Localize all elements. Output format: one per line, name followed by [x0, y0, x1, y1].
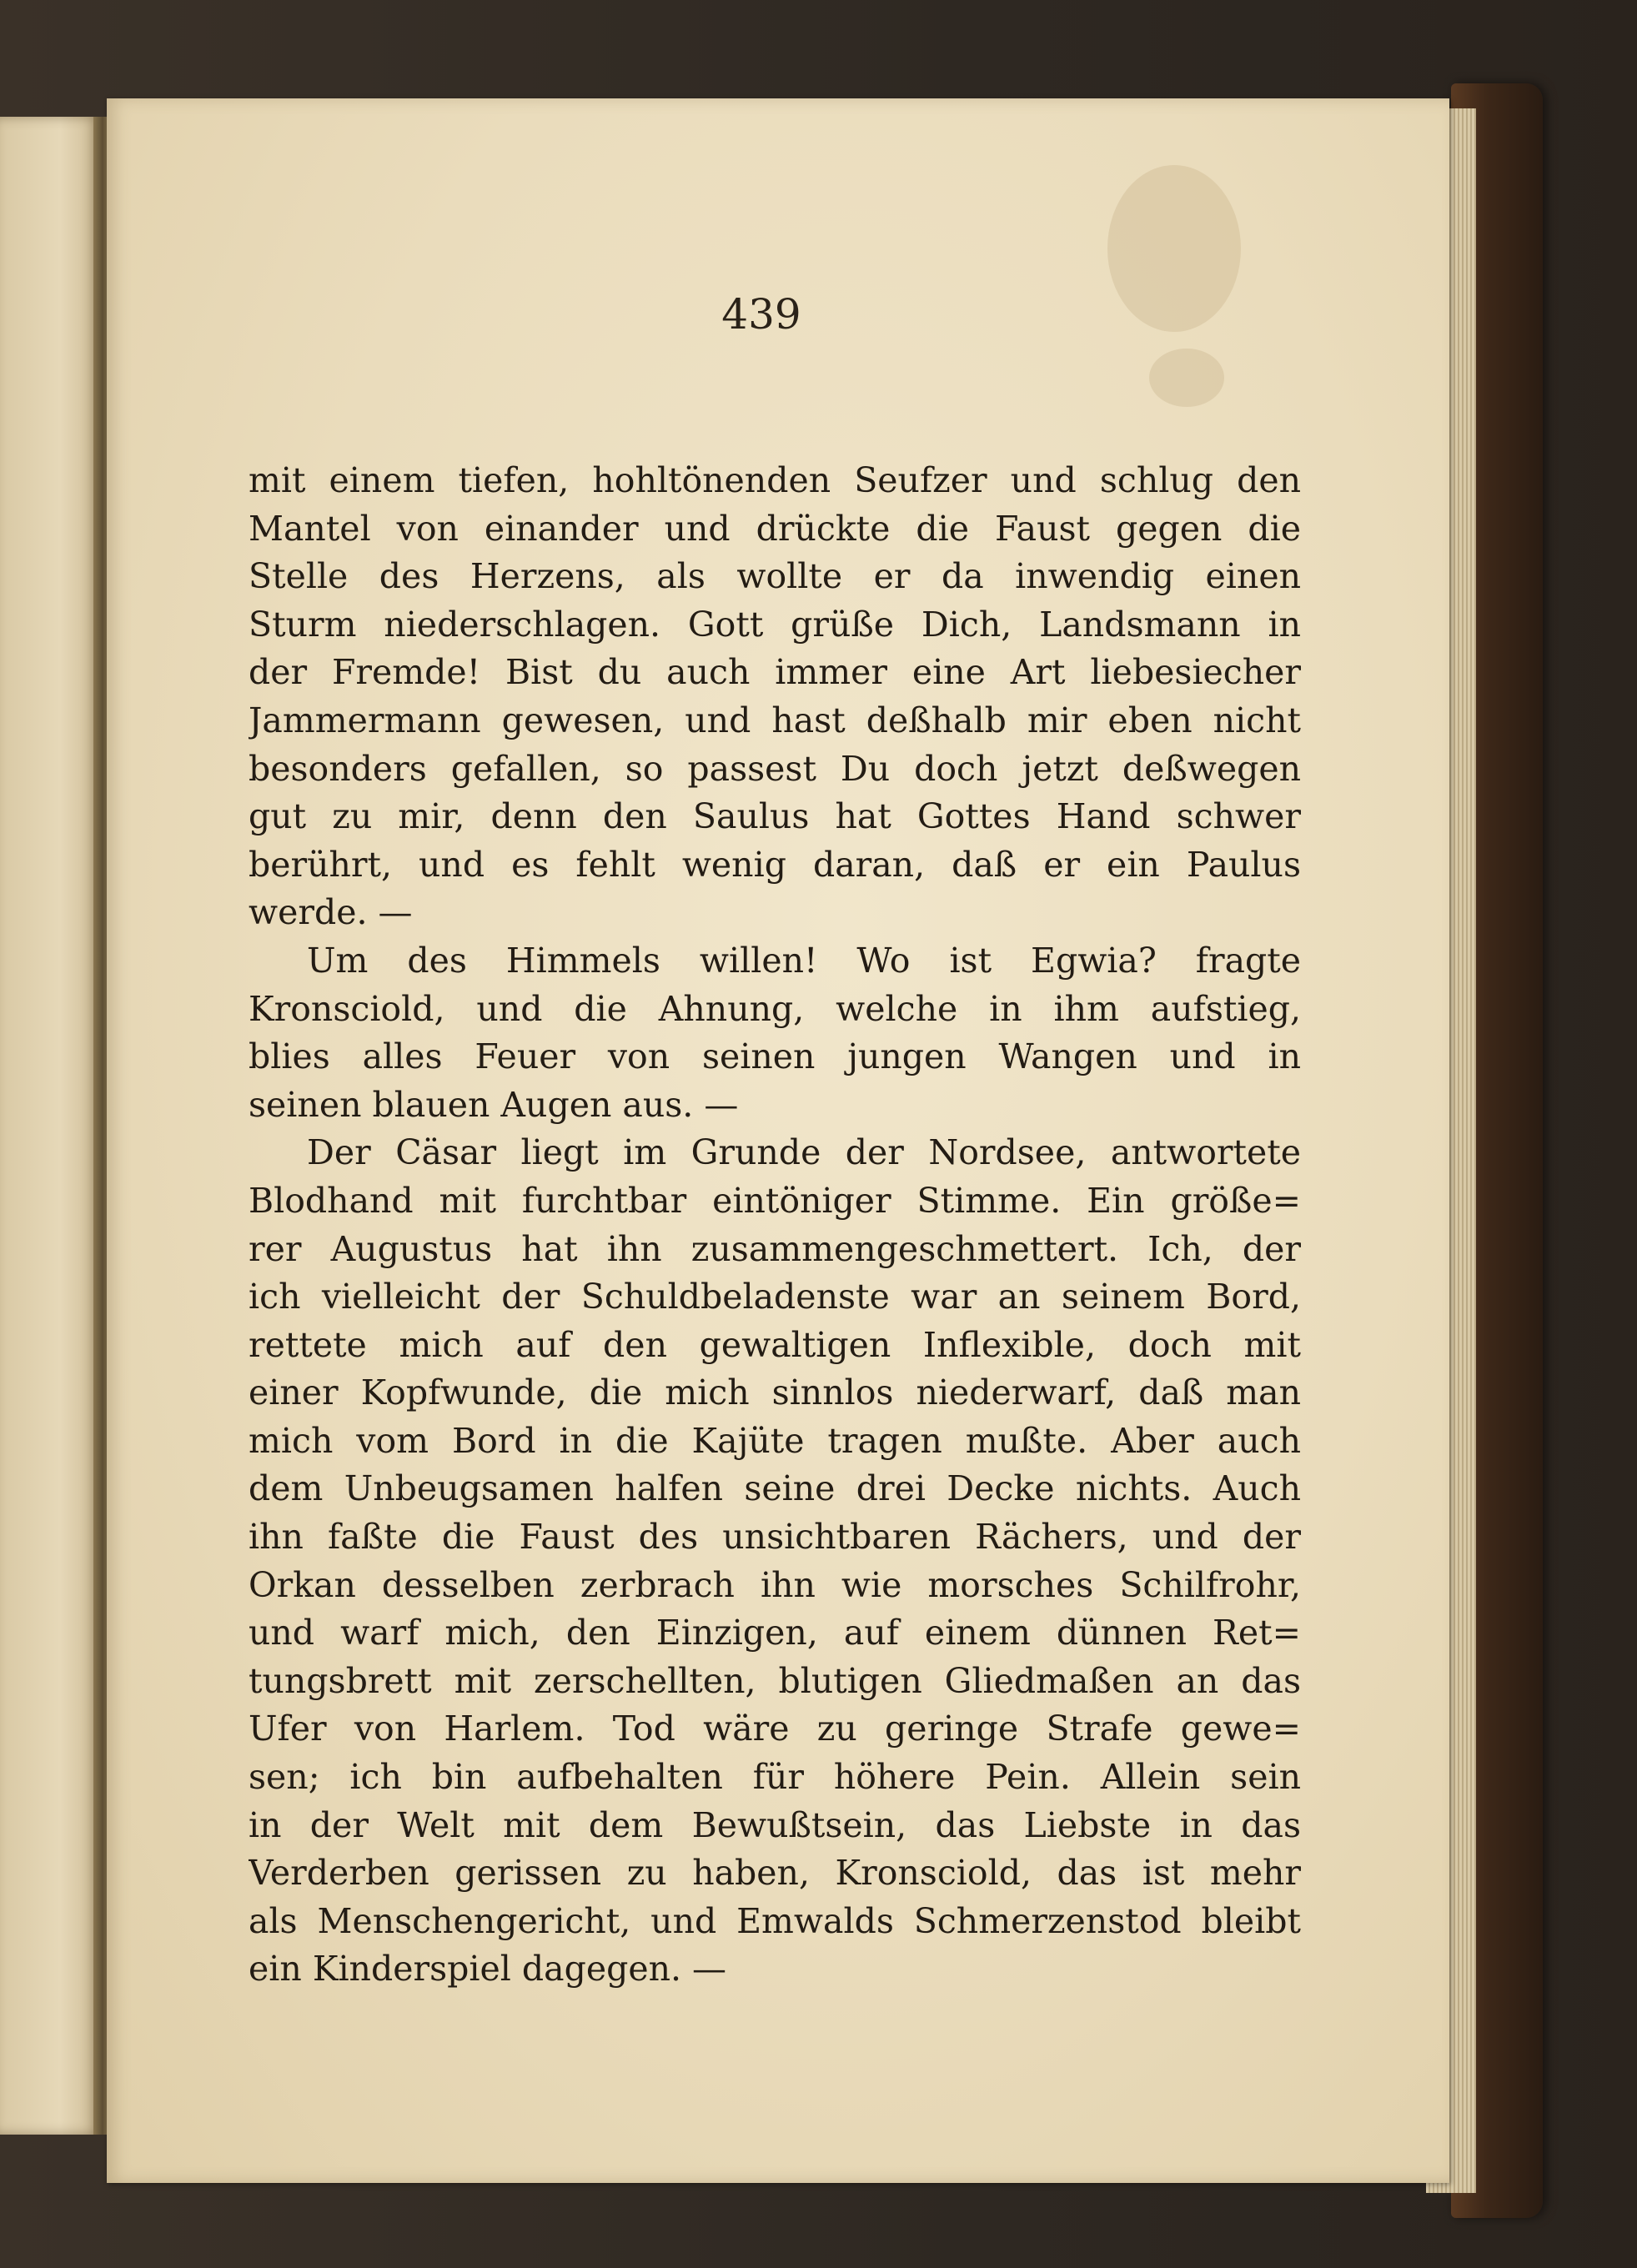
text-line: Der Cäsar liegt im Grunde der Nordsee, antwortete — [307, 1132, 1301, 1173]
text-line: tungsbrett mit zerschellten, blutigen Gliedmaßen an das — [249, 1660, 1301, 1701]
text-line: berührt, und es fehlt wenig daran, daß er ein Paulus — [249, 844, 1301, 885]
page-number: 439 — [721, 290, 801, 339]
text-line: der Fremde! Bist du auch immer eine Art liebesiecher — [249, 652, 1301, 693]
text-line: in der Welt mit dem Bewußtsein, das Liebste in das — [249, 1804, 1301, 1845]
text-line: Orkan desselben zerbrach ihn wie morsches Schilfrohr, — [249, 1564, 1301, 1605]
text-line: Kronsciold, und die Ahnung, welche in ihm aufstieg, — [249, 988, 1301, 1029]
text-line: als Menschengericht, und Emwalds Schmerzenstod bleibt — [249, 1900, 1301, 1941]
text-line: Mantel von einander und drückte die Faust gegen die — [249, 508, 1301, 549]
text-line: Ufer von Harlem. Tod wäre zu geringe Strafe gewe= — [249, 1709, 1301, 1749]
text-line: sen; ich bin aufbehalten für höhere Pein. Allein sein — [249, 1757, 1301, 1798]
text-line: ihn faßte die Faust des unsichtbaren Rächers, und der — [249, 1517, 1301, 1558]
text-line: Stelle des Herzens, als wollte er da inwendig einen — [249, 556, 1301, 597]
text-line: rer Augustus hat ihn zusammengeschmettert. Ich, der — [249, 1228, 1301, 1269]
text-line: Blodhand mit furchtbar eintöniger Stimme. Ein größe= — [249, 1180, 1301, 1221]
paper-stain — [1149, 349, 1224, 407]
text-line: Um des Himmels willen! Wo ist Egwia? fragte — [307, 940, 1301, 981]
text-line: ich vielleicht der Schuldbeladenste war an seinem Bord, — [249, 1277, 1301, 1317]
text-line: und warf mich, den Einzigen, auf einem dünnen Ret= — [249, 1613, 1301, 1653]
text-line: blies alles Feuer von seinen jungen Wangen und in — [249, 1036, 1301, 1077]
text-line: mich vom Bord in die Kajüte tragen mußte. Aber auch — [249, 1420, 1301, 1461]
text-line: dem Unbeugsamen halfen seine drei Decke nichts. Auch — [249, 1468, 1301, 1509]
text-line: seinen blauen Augen aus. — — [249, 1084, 739, 1125]
text-line: Sturm niederschlagen. Gott grüße Dich, Landsmann in — [249, 604, 1301, 645]
text-line: Verderben gerissen zu haben, Kronsciold, das ist mehr — [249, 1853, 1301, 1894]
text-line: rettete mich auf den gewaltigen Inflexible, doch mit — [249, 1324, 1301, 1365]
text-line: ein Kinderspiel dagegen. — — [249, 1949, 727, 1990]
text-line: einer Kopfwunde, die mich sinnlos niederwarf, daß man — [249, 1372, 1301, 1413]
text-line: Jammermann gewesen, und hast deßhalb mir eben nicht — [249, 700, 1301, 740]
book-page — [107, 98, 1449, 2183]
text-line: besonders gefallen, so passest Du doch jetzt deßwegen — [249, 748, 1301, 789]
text-line: werde. — — [249, 892, 413, 933]
body-text — [249, 457, 1301, 1994]
facing-page-edge — [0, 117, 100, 2135]
text-line: gut zu mir, denn den Saulus hat Gottes Hand schwer — [249, 796, 1301, 837]
text-line: mit einem tiefen, hohltönenden Seufzer und schlug den — [249, 460, 1301, 500]
